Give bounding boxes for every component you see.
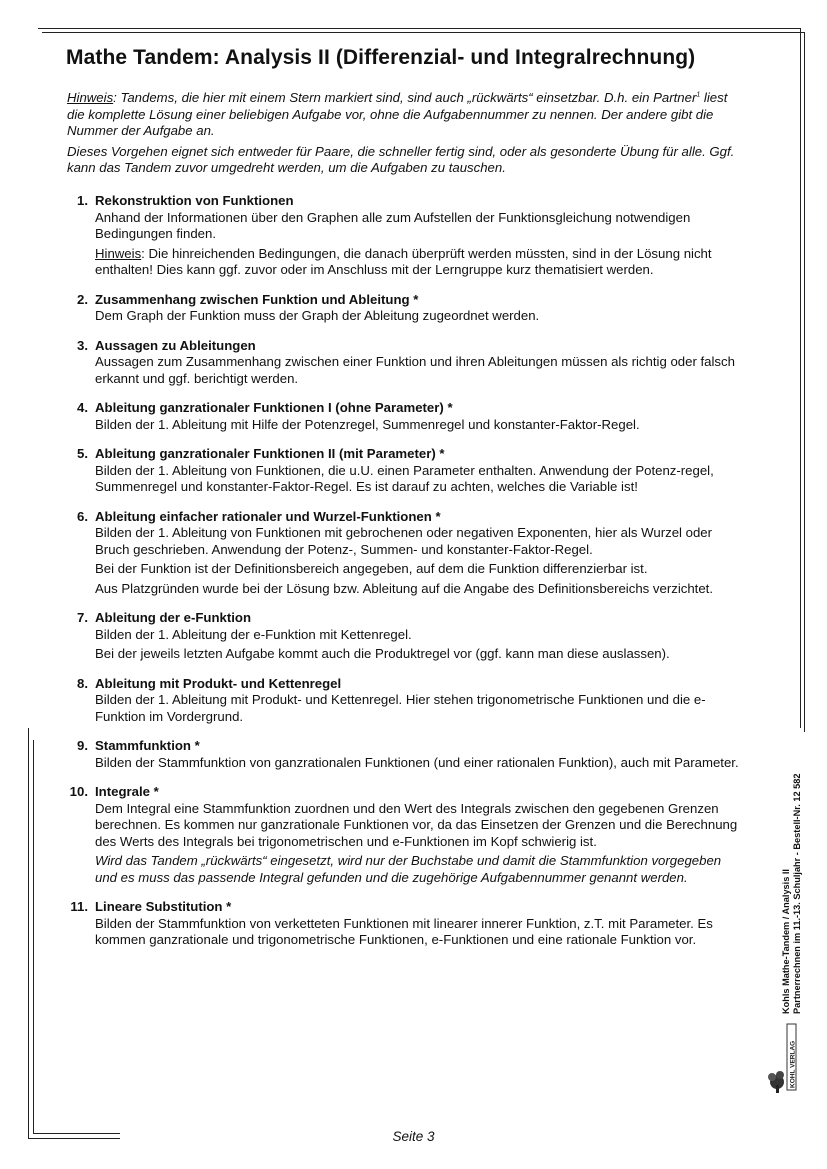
list-item [66,784,746,886]
item-title: Ableitung ganzrationaler Funktionen II (mit Parameter) * [95,446,445,461]
footnote-mark: 1 [696,91,701,99]
page-title: Mathe Tandem: Analysis II (Differenzial- und Integralrechnung) [66,46,696,69]
item-title: Ableitung mit Produkt- und Kettenregel [95,675,342,691]
list-item [66,676,746,726]
item-number: 8. [77,675,88,691]
list-item [66,446,746,496]
intro-hint-text-b: liest die komplette Lösung einer beliebigen Aufgabe vor, ohne die Aufgabennummer zu nennen. Der andere gibt die Nummer der Aufgabe an. [67,90,728,138]
item-text: Bilden der Stammfunktion von ganzrationalen Funktionen (und einer rationalen Funktion), auch mit Parameter. [95,754,739,770]
item-text: Bilden der 1. Ableitung mit Produkt- und Kettenregel. Hier stehen trigonometrische Funktionen und die e-Funktion im Vordergrund. [95,692,706,724]
item-text: Bilden der 1. Ableitung mit Hilfe der Potenzregel, Summenregel und konstanter-Faktor-Regel. [95,416,640,432]
item-text: Dem Integral eine Stammfunktion zuordnen und den Wert des Integrals zwischen den gegebenen Grenzen berechnen. Es kommen nur ganzrationale Funktionen vor, da das Einsetzen der Grenzen und die Berechnung des Werts des Integrals bei trigonometrischen und e-Funktionen im Kopf schwierig ist. [95,800,738,849]
item-title: Lineare Substitution * [95,899,232,914]
item-number: 5. [77,446,88,461]
item-title: Ableitung der e-Funktion [95,610,252,625]
list-item [66,400,746,433]
item-number: 10. [69,784,88,799]
list-item [66,899,746,949]
intro-hint-label: Hinweis [67,90,114,105]
item-title: Aussagen zu Ableitungen [95,337,256,353]
item-text: Bei der Funktion ist der Definitionsbereich angegeben, auf dem die Funktion differenzierbar ist. [95,561,648,576]
list-item [66,610,746,663]
list-item [66,338,746,388]
item-text: Aussagen zum Zusammenhang zwischen einer Funktion und ihren Ableitungen müssen als richtig oder falsch erkannt und ggf. berichtigt werden. [95,354,735,386]
intro-hint-paragraph [67,90,737,140]
item-text: Anhand der Informationen über den Graphen alle zum Aufstellen der Funktionsgleichung notwendigen Bedingungen finden. [95,209,691,241]
intro-hint-text-a: : Tandems, die hier mit einem Stern markiert sind, sind auch „rückwärts“ einsetzbar. D.h. ein Partner [113,90,697,105]
frame-left-line [28,728,29,1138]
frame-left-line-inner [33,740,34,1133]
frame-top-line [38,28,800,29]
item-number: 6. [77,508,88,524]
item-text: Bilden der Stammfunktion von verketteten Funktionen mit linearer innerer Funktion, z.T. mit Parameter. Es kommen ganzrationale und trigonometrische Funktionen, e-Funktionen und eine rationale Funktion vor. [95,915,713,947]
item-number: 2. [77,291,88,307]
tree-icon [768,1071,784,1093]
item-title: Stammfunktion * [95,738,200,753]
item-text: Aus Platzgründen wurde bei der Lösung bzw. Ableitung auf die Angabe des Definitionsbereichs verzichtet. [95,580,714,596]
item-text: Bilden der 1. Ableitung von Funktionen, die u.U. einen Parameter enthalten. Anwendung der Potenz-regel, Summenregel und konstanter-Faktor-Regel. Es ist darauf zu achten, welches die Variable ist! [95,462,714,494]
intro-paragraph-2: Dieses Vorgehen eignet sich entweder für Paare, die schneller fertig sind, oder als gesonderte Übung für alle. Ggf. kann das Tandem zuvor umgedreht werden, um die Aufgaben zu tauschen. [67,143,735,175]
item-title: Zusammenhang zwischen Funktion und Ableitung * [95,291,419,307]
item-number: 4. [77,400,88,415]
frame-right-line [800,28,801,728]
list-item [66,738,746,771]
publisher-sidebar-text [781,773,803,1014]
item-title: Ableitung einfacher rationaler und Wurzel-Funktionen * [95,508,441,524]
list-item [66,292,746,325]
list-item [66,509,746,598]
page-number: Seite 3 [392,1129,435,1144]
item-italic-note: Wird das Tandem „rückwärts“ eingesetzt, wird nur der Buchstabe und damit die Stammfunktion vorgegeben und es muss das passende Integral gefunden und die zugehörige Aufgabennummer genannt werden. [95,853,722,885]
item-title: Integrale * [95,784,159,799]
intro-section [67,90,737,181]
list-item [66,193,746,279]
task-list [66,193,746,962]
sidebar-line-2: Partnerrechnen im 11.-13. Schuljahr - Bestell-Nr. 12 582 [792,773,802,1014]
item-text: Bilden der 1. Ableitung von Funktionen mit gebrochenen oder negativen Exponenten, hier als Wurzel oder Bruch geschrieben. Anwendung der Potenz-, Summen- und konstanter-Faktor-Regel. [95,525,713,557]
item-number: 1. [77,193,88,208]
kohl-verlag-logo [765,1022,801,1094]
item-number: 3. [77,337,88,353]
item-text: Dem Graph der Funktion muss der Graph der Ableitung zugeordnet werden. [95,308,540,323]
item-number: 9. [77,738,88,753]
item-number: 11. [70,899,88,914]
logo-lettering: KOHL VERLAG [789,1040,797,1088]
item-number: 7. [77,610,88,625]
item-title: Ableitung ganzrationaler Funktionen I (ohne Parameter) * [95,400,453,415]
item-text: Bei der jeweils letzten Aufgabe kommt auch die Produktregel vor (ggf. kann man diese auslassen). [95,646,670,661]
sidebar-line-1: Kohls Mathe-Tandem / Analysis II [781,869,791,1014]
item-title: Rekonstruktion von Funktionen [95,193,294,208]
item-hint: Hinweis: Die hinreichenden Bedingungen, die danach überprüft werden müssten, sind in der Lösung nicht enthalten! Dies kann ggf. zuvor oder im Anschluss mit der Lerngruppe kurz thematisiert werden. [95,245,712,277]
frame-right-line-inner [804,32,805,732]
item-text: Bilden der 1. Ableitung der e-Funktion mit Kettenregel. [95,626,412,642]
frame-top-line-inner [42,32,804,33]
